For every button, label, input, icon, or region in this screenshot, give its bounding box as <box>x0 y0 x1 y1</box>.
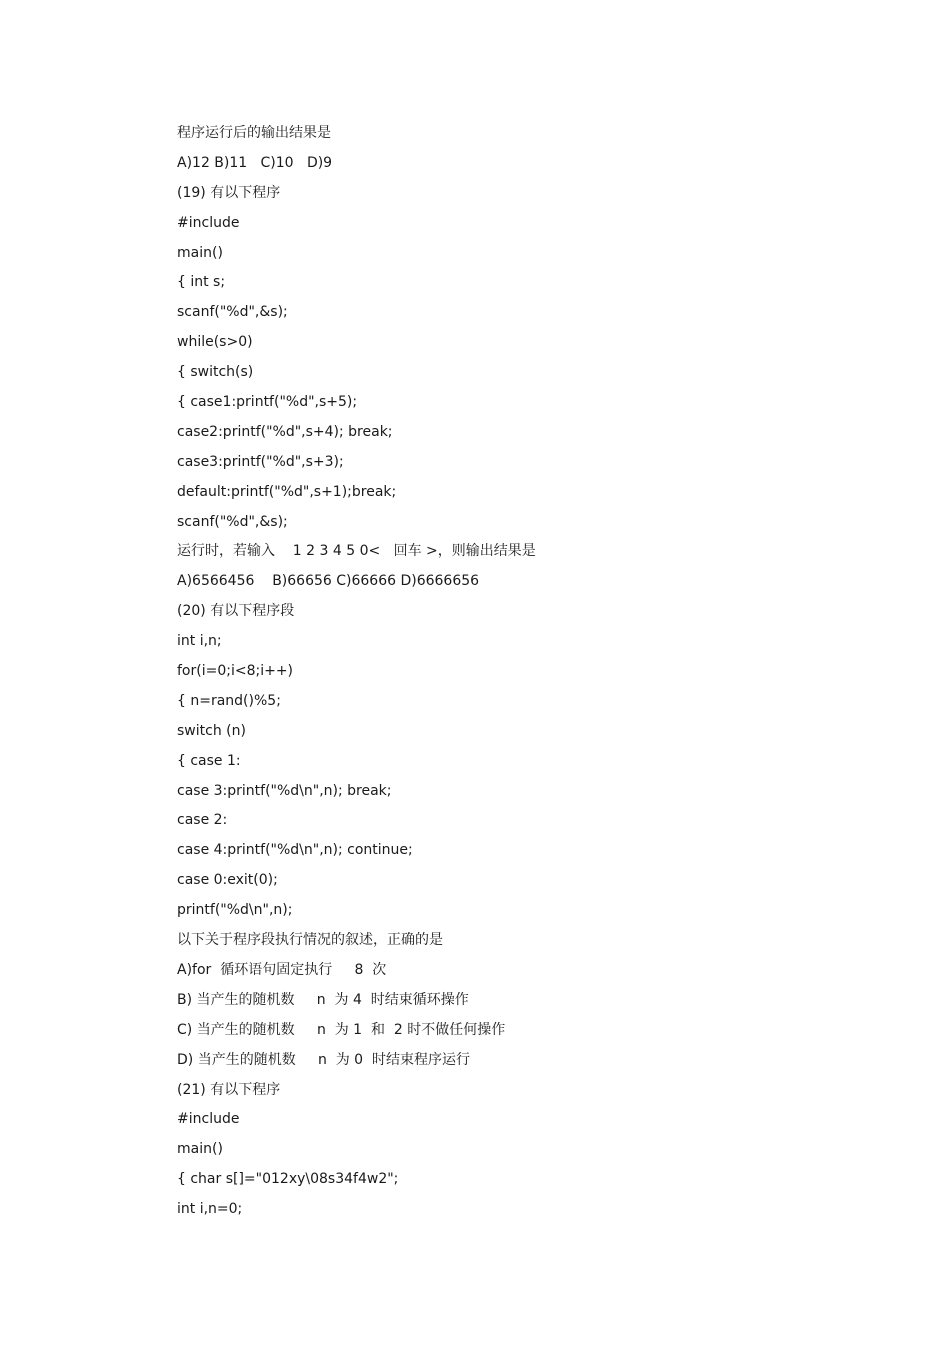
code-line: main() <box>177 1141 223 1158</box>
code-line: case2:printf("%d",s+4); break; <box>177 423 393 440</box>
code-line: int i,n=0; <box>177 1201 243 1218</box>
text-line: (20) 有以下程序段 <box>177 603 295 620</box>
code-line: case 2: <box>177 812 228 829</box>
code-line: { switch(s) <box>177 364 254 381</box>
code-line: { case 1: <box>177 752 241 769</box>
code-line: for(i=0;i<8;i++) <box>177 663 294 680</box>
code-line: { case1:printf("%d",s+5); <box>177 394 358 411</box>
code-line: while(s>0) <box>177 334 253 351</box>
text-line: 运行时，若输入 1 2 3 4 5 0< 回车 >，则输出结果是 <box>177 543 536 560</box>
text-line: D) 当产生的随机数 n 为 0 时结束程序运行 <box>177 1051 470 1068</box>
text-line: A)for 循环语句固定执行 8 次 <box>177 961 387 978</box>
code-line: { n=rand()%5; <box>177 692 281 709</box>
code-line: { int s; <box>177 274 226 291</box>
document-body <box>177 119 877 1225</box>
code-line: case 0:exit(0); <box>177 872 278 889</box>
code-line: int i,n; <box>177 633 222 650</box>
code-line: case 3:printf("%d\n",n); break; <box>177 782 392 799</box>
text-line: 以下关于程序段执行情况的叙述，正确的是 <box>177 932 443 949</box>
code-line: case3:printf("%d",s+3); <box>177 453 344 470</box>
code-line: scanf("%d",&s); <box>177 513 288 530</box>
text-line: C) 当产生的随机数 n 为 1 和 2 时不做任何操作 <box>177 1021 506 1038</box>
code-line: { char s[]="012xy\08s34f4w2"; <box>177 1171 399 1188</box>
text-line: A)12 B)11 C)10 D)9 <box>177 154 333 171</box>
code-line: #include <box>177 214 240 231</box>
text-line: A)6566456 B)66656 C)66666 D)6666656 <box>177 573 480 590</box>
text-line: (19) 有以下程序 <box>177 184 281 201</box>
code-line: case 4:printf("%d\n",n); continue; <box>177 842 413 859</box>
code-line: default:printf("%d",s+1);break; <box>177 483 397 500</box>
code-line: printf("%d\n",n); <box>177 902 293 919</box>
code-line: main() <box>177 244 223 261</box>
text-line: (21) 有以下程序 <box>177 1081 281 1098</box>
text-line: 程序运行后的输出结果是 <box>177 125 331 141</box>
text-line: B) 当产生的随机数 n 为 4 时结束循环操作 <box>177 991 469 1008</box>
code-line: switch (n) <box>177 722 246 739</box>
code-line: #include <box>177 1111 240 1128</box>
code-line: scanf("%d",&s); <box>177 304 288 321</box>
